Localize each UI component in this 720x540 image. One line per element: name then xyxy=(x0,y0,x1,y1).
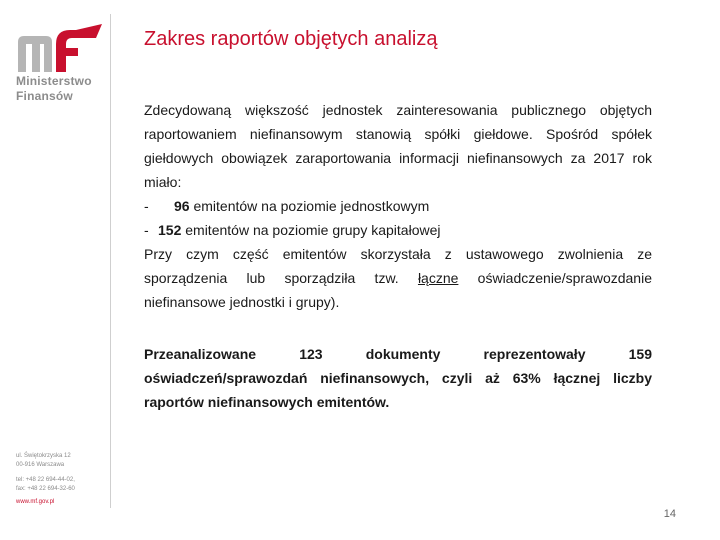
phone-number: tel: +48 22 694-44-02, xyxy=(16,477,75,483)
bullet-item xyxy=(144,218,652,242)
page-title: Zakres raportów objętych analizą xyxy=(144,28,438,50)
underlined-term: łączne xyxy=(417,270,459,286)
paragraph-3: Przeanalizowane 123 dokumenty reprezentowały 159 oświadczeń/sprawozdań niefinansowych, czyli aż 63% łącznej liczby raportów niefinansowych emitentów. xyxy=(144,346,652,410)
page-number: 14 xyxy=(663,508,676,520)
brand-line-2: Finansów xyxy=(16,89,73,103)
paragraph-2-after: oświadczenie/sprawozdanie niefinansowe jednostki i grupy). xyxy=(144,270,652,310)
bullet-dash: - xyxy=(144,222,149,238)
bullet-item xyxy=(144,194,652,218)
paragraph-2-before: Przy czym część emitentów skorzystała z ustawowego zwolnienia ze sporządzenia lub sporządziła tzw. xyxy=(144,246,652,286)
fax-number: fax: +48 22 694-32-60 xyxy=(16,486,75,492)
bullet-number: 96 xyxy=(174,198,190,214)
website-link[interactable]: www.mf.gov.pl xyxy=(16,499,55,505)
bullet-dash: - xyxy=(144,198,149,214)
paragraph-1 xyxy=(144,98,652,242)
bullet-text: emitentów na poziomie jednostkowym xyxy=(193,198,430,214)
bullet-number: 152 xyxy=(158,222,182,238)
bullet-text: emitentów na poziomie grupy kapitałowej xyxy=(185,222,441,238)
footer-contact xyxy=(16,452,75,507)
ministry-logo xyxy=(16,22,116,104)
brand-line-1: Ministerstwo xyxy=(16,74,92,88)
paragraph-2 xyxy=(144,242,652,314)
address-line-1: ul. Świętokrzyska 12 xyxy=(16,453,71,459)
vertical-divider xyxy=(110,14,111,508)
paragraph-1-text: Zdecydowaną większość jednostek zainteresowania publicznego objętych raportowaniem niefinansowym stanowią spółki giełdowe. Spośród spółek giełdowych obowiązek zaraportowania informacji niefinansowych za 2017 rok miało: xyxy=(144,102,652,190)
mf-logo-icon xyxy=(16,22,108,74)
address-line-2: 00-916 Warszawa xyxy=(16,462,65,468)
